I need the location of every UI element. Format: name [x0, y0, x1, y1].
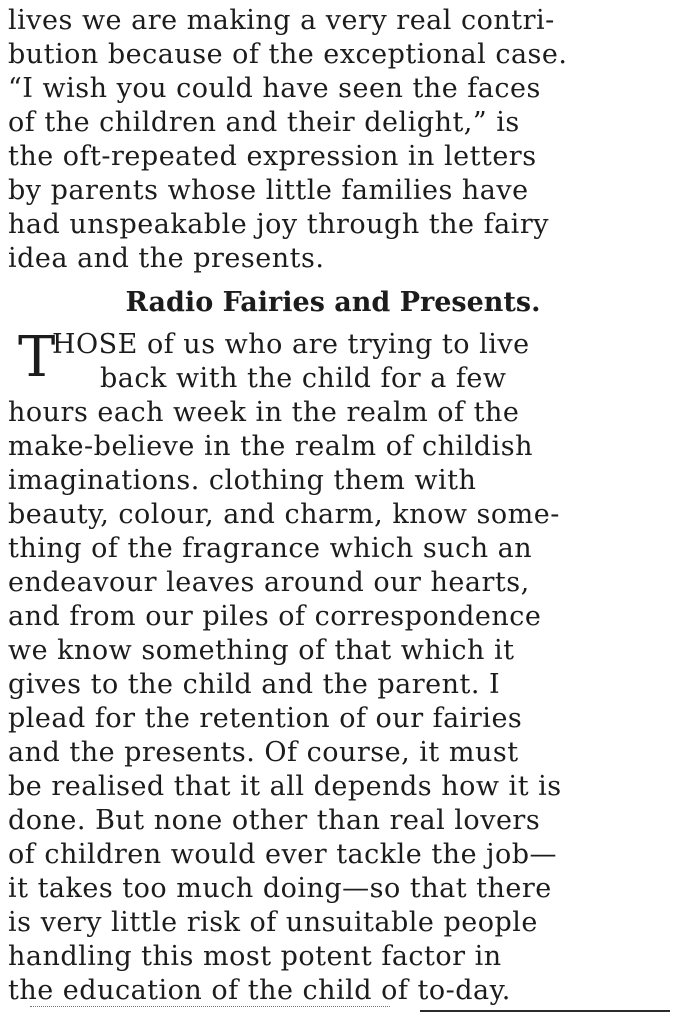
- body-line: of children would ever tackle the job—: [8, 839, 558, 870]
- body-line: make-believe in the realm of childish: [8, 431, 533, 462]
- body-line: beauty, colour, and charm, know some-: [8, 499, 560, 530]
- body-line: and the presents. Of course, it must: [8, 737, 519, 768]
- drop-cap: T: [18, 325, 56, 390]
- intro-line: of the children and their delight,” is: [8, 107, 520, 138]
- intro-line: the oft-repeated expression in letters: [8, 141, 537, 172]
- section-heading: Radio Fairies and Presents.: [125, 287, 541, 318]
- body-line: plead for the retention of our fairies: [8, 703, 523, 734]
- body-line: gives to the child and the parent. I: [8, 669, 501, 700]
- body-line: it takes too much doing—so that there: [8, 873, 552, 904]
- body-line: we know something of that which it: [8, 635, 515, 666]
- intro-line: had unspeakable joy through the fairy: [8, 209, 549, 240]
- intro-line: by parents whose little families have: [8, 175, 529, 206]
- body-line: done. But none other than real lovers: [8, 805, 541, 836]
- body-line: endeavour leaves around our hearts,: [8, 567, 530, 598]
- bottom-rule-divider: [420, 1010, 670, 1012]
- intro-line: idea and the presents.: [8, 243, 325, 274]
- body-line: imaginations. clothing them with: [8, 465, 477, 496]
- second-line: back with the child for a few: [100, 363, 507, 394]
- body-line: and from our piles of correspondence: [8, 601, 542, 632]
- intro-line: bution because of the exceptional case.: [8, 39, 568, 70]
- body-line: handling this most potent factor in: [8, 941, 502, 972]
- body-line: the education of the child of to-day.: [8, 975, 511, 1006]
- body-line: is very little risk of unsuitable people: [8, 907, 538, 938]
- intro-line: lives we are making a very real contri-: [8, 5, 555, 36]
- body-line: thing of the fragrance which such an: [8, 533, 533, 564]
- body-line: hours each week in the realm of the: [8, 397, 520, 428]
- bottom-dotted-divider: [30, 1006, 390, 1011]
- body-line: be realised that it all depends how it is: [8, 771, 562, 802]
- intro-line: “I wish you could have seen the faces: [8, 73, 541, 104]
- first-line-rest: HOSE of us who are trying to live: [52, 329, 530, 360]
